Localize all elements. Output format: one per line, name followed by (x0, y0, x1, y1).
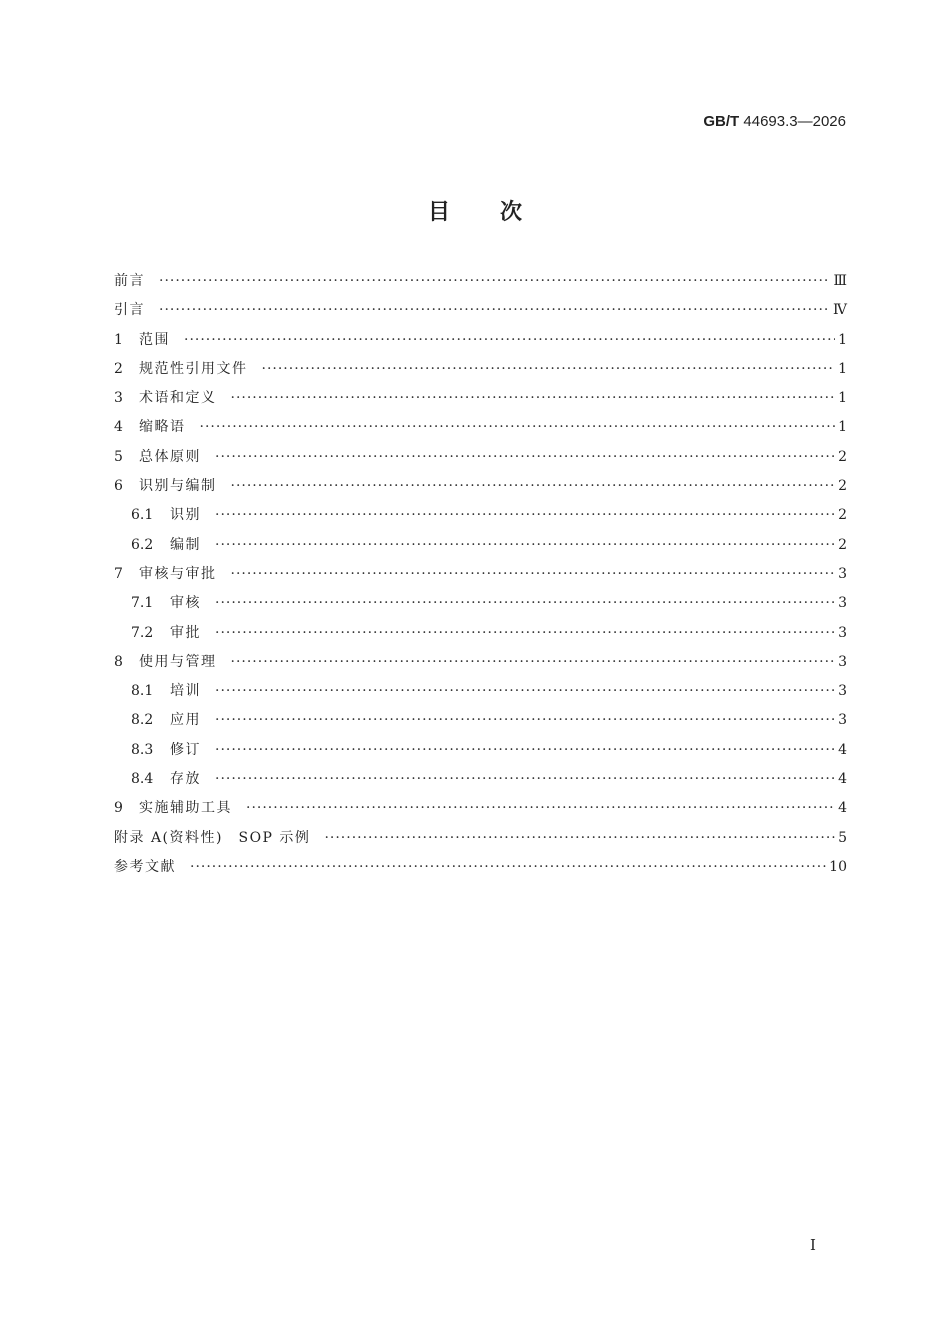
toc-entry[interactable] (114, 680, 847, 709)
toc-entry-label: 存放 (170, 771, 201, 788)
toc-entry-label: 编制 (170, 536, 201, 553)
toc-entry-number: 7.2 (131, 624, 154, 641)
toc-entry[interactable] (114, 475, 847, 504)
toc-dot-leader (324, 830, 835, 846)
toc-dot-leader (215, 449, 835, 465)
toc-entry-label: 审核与审批 (139, 565, 217, 582)
toc-entry[interactable] (114, 299, 847, 328)
toc-entry-page: 1 (838, 419, 847, 436)
toc-entry-number: 1 (114, 331, 123, 348)
toc-entry-page: 3 (838, 683, 847, 700)
toc-entry-page: 1 (838, 360, 847, 377)
toc-entry-number: 3 (114, 390, 123, 407)
toc-entry-page: 2 (838, 478, 847, 495)
toc-entry-number: 9 (114, 800, 123, 817)
toc-entry-page: 10 (829, 858, 847, 875)
toc-entry[interactable] (114, 739, 847, 768)
toc-entry-page: 2 (838, 536, 847, 553)
toc-entry[interactable] (114, 768, 847, 797)
toc-entry[interactable] (114, 329, 847, 358)
toc-entry-label: 修订 (170, 741, 201, 758)
toc-entry-page: 4 (838, 741, 847, 758)
toc-entry-page: 2 (838, 507, 847, 524)
toc-dot-leader (215, 683, 835, 699)
toc-entry-label: 实施辅助工具 (139, 800, 232, 817)
toc-entry[interactable] (114, 651, 847, 680)
toc-dot-leader (215, 537, 835, 553)
toc-entry-page: 3 (838, 595, 847, 612)
toc-entry-page: 4 (838, 771, 847, 788)
toc-entry-label: 使用与管理 (139, 653, 217, 670)
toc-entry[interactable] (114, 797, 847, 826)
toc-dot-leader (215, 595, 835, 611)
toc-entry[interactable] (114, 446, 847, 475)
toc-dot-leader (231, 390, 836, 406)
toc-entry[interactable] (114, 622, 847, 651)
toc-entry-label: 规范性引用文件 (139, 360, 248, 377)
toc-entry-number: 8.1 (131, 683, 154, 700)
toc-dot-leader (159, 302, 830, 318)
toc-dot-leader (215, 712, 835, 728)
toc-entry-number: 8 (114, 653, 123, 670)
toc-entry-number: 7 (114, 565, 123, 582)
toc-entry-label: 识别与编制 (139, 478, 217, 495)
toc-entry-number: 8.4 (131, 771, 154, 788)
toc-entry[interactable] (114, 709, 847, 738)
toc-entry-label: 识别 (170, 507, 201, 524)
toc-dot-leader (215, 742, 835, 758)
toc-entry-label: 缩略语 (139, 419, 186, 436)
toc-dot-leader (184, 332, 835, 348)
toc-entry[interactable] (114, 270, 847, 299)
toc-entry-label: 应用 (170, 712, 201, 729)
toc-dot-leader (246, 800, 835, 816)
toc-entry-label: 范围 (139, 331, 170, 348)
toc-entry-label: 引言 (114, 302, 145, 319)
toc-entry-label: 审核 (170, 595, 201, 612)
page-title: 目次 (427, 200, 572, 225)
toc-entry-label: 前言 (114, 273, 145, 289)
toc-entry-page: 1 (838, 331, 847, 348)
toc-entry-number: 8.3 (131, 741, 154, 758)
toc-dot-leader (262, 361, 836, 377)
toc-entry[interactable] (114, 592, 847, 621)
toc-entry-label: 参考文献 (114, 858, 176, 875)
toc-dot-leader (231, 654, 836, 670)
standard-number-value: 44693.3—2026 (743, 113, 846, 130)
toc-entry[interactable] (114, 358, 847, 387)
toc-entry-number: 8.2 (131, 712, 154, 729)
toc-entry-number: 6 (114, 478, 123, 495)
toc-entry-page: 2 (838, 448, 847, 465)
toc-entry-number: 6.2 (131, 536, 154, 553)
toc-entry[interactable] (114, 827, 847, 856)
toc-dot-leader (215, 507, 835, 523)
toc-entry-number: 6.1 (131, 507, 154, 524)
toc-dot-leader (159, 273, 830, 289)
toc-entry[interactable] (114, 416, 847, 445)
toc-entry[interactable] (114, 856, 847, 885)
standard-number (703, 113, 846, 130)
toc-entry-page: Ⅲ (833, 273, 847, 289)
toc-entry-page: 1 (838, 390, 847, 407)
toc-entry-label: 总体原则 (139, 448, 201, 465)
toc-entry-number: 2 (114, 360, 123, 377)
toc-entry-label: 术语和定义 (139, 390, 217, 407)
toc-entry[interactable] (114, 534, 847, 563)
toc-entry-page: 3 (838, 624, 847, 641)
toc-dot-leader (231, 566, 836, 582)
toc-entry-label: 培训 (170, 683, 201, 700)
toc-entry-number: 4 (114, 419, 123, 436)
toc-entry-page: Ⅳ (833, 302, 847, 319)
toc-entry-page: 3 (838, 653, 847, 670)
toc-dot-leader (215, 771, 835, 787)
toc-entry-number: 7.1 (131, 595, 154, 612)
standard-code: GB/T (703, 113, 740, 130)
footer-page-number: I (810, 1236, 816, 1254)
toc-dot-leader (190, 859, 826, 875)
toc-entry-page: 3 (838, 565, 847, 582)
toc-entry[interactable] (114, 504, 847, 533)
toc-entry-number: 5 (114, 448, 123, 465)
toc-entry-label: 审批 (170, 624, 201, 641)
toc-dot-leader (231, 478, 836, 494)
toc-dot-leader (200, 419, 836, 435)
toc-entry[interactable] (114, 563, 847, 592)
toc-entry-page: 5 (838, 829, 847, 846)
toc-entry[interactable] (114, 387, 847, 416)
toc-entry-page: 3 (838, 712, 847, 729)
table-of-contents (114, 270, 847, 885)
toc-entry-page: 4 (838, 800, 847, 817)
toc-dot-leader (215, 625, 835, 641)
toc-entry-label: 附录 A(资料性) SOP 示例 (114, 829, 311, 846)
